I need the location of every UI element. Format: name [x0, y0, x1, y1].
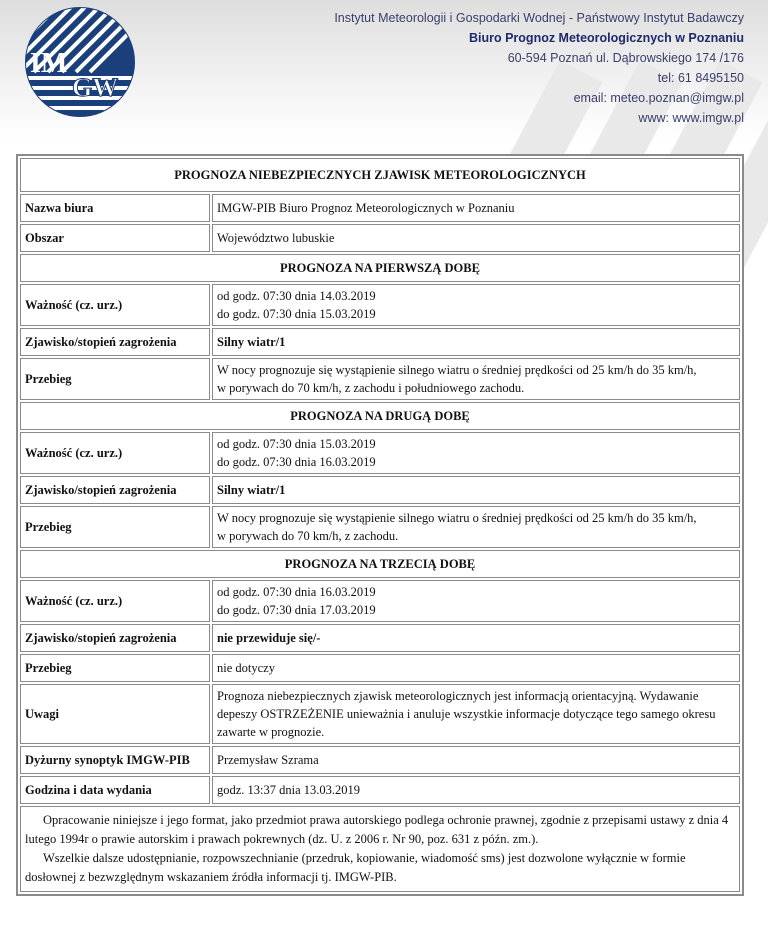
course-line: w porywach do 70 km/h, z zachodu i południowego zachodu. [217, 381, 525, 395]
day2-phenomenon-label: Zjawisko/stopień zagrożenia [20, 476, 210, 504]
area-label: Obszar [20, 224, 210, 252]
day1-phenomenon-value: Silny wiatr/1 [212, 328, 740, 356]
course-line: W nocy prognozuje się wystąpienie silnego wiatru o średniej prędkości od 25 km/h do 35 km/h, [217, 511, 697, 525]
office-name: Biuro Prognoz Meteorologicznych w Poznaniu [468, 31, 744, 45]
day1-validity-value [212, 284, 740, 326]
distribution-paragraph: Wszelkie dalsze udostępnianie, rozpowszechnianie (przedruk, kopiowanie, wiadomość sms) jest dozwolone wyłącznie w formie dosłownej z bezwzględnym wskazaniem źródła informacji tj. IMGW-PIB. [25, 851, 686, 884]
validity-to: do godz. 07:30 dnia 17.03.2019 [217, 603, 376, 617]
copyright-paragraph: Opracowanie niniejsze i jego format, jako przedmiot prawa autorskiego podlega ochronie prawnej, zgodnie z przepisami ustawy z dnia 4 lutego 1994r o prawie autorskim i prawach pokrewnych (dz. U. z 2006 r. Nr 90, poz. 631 z późn. zm.). [25, 813, 729, 846]
svg-text:IM: IM [30, 48, 68, 79]
document-title: PROGNOZA NIEBEZPIECZNYCH ZJAWISK METEOROLOGICZNYCH [20, 158, 740, 192]
remarks-value: Prognoza niebezpiecznych zjawisk meteorologicznych jest informacją orientacyjną. Wydawanie depeszy OSTRZEŻENIE unieważnia i anuluje wszystkie informacje dotyczące tego samego okresu zawarte w prognozie. [212, 684, 740, 744]
validity-from: od godz. 07:30 dnia 14.03.2019 [217, 289, 376, 303]
day2-validity-label: Ważność (cz. urz.) [20, 432, 210, 474]
svg-text:GW: GW [72, 73, 119, 102]
day1-heading: PROGNOZA NA PIERWSZĄ DOBĘ [20, 254, 740, 282]
day3-course-value: nie dotyczy [212, 654, 740, 682]
office-value: IMGW-PIB Biuro Prognoz Meteorologicznych w Poznaniu [212, 194, 740, 222]
day2-course-value [212, 506, 740, 548]
day3-heading: PROGNOZA NA TRZECIĄ DOBĘ [20, 550, 740, 578]
day2-heading: PROGNOZA NA DRUGĄ DOBĘ [20, 402, 740, 430]
day3-course-label: Przebieg [20, 654, 210, 682]
validity-to: do godz. 07:30 dnia 15.03.2019 [217, 307, 376, 321]
day1-course-label: Przebieg [20, 358, 210, 400]
email[interactable]: email: meteo.poznan@imgw.pl [573, 91, 744, 105]
day2-phenomenon-value: Silny wiatr/1 [212, 476, 740, 504]
forecaster-value: Przemysław Szrama [212, 746, 740, 774]
day3-validity-value [212, 580, 740, 622]
remarks-label: Uwagi [20, 684, 210, 744]
area-value: Województwo lubuskie [212, 224, 740, 252]
day1-phenomenon-label: Zjawisko/stopień zagrożenia [20, 328, 210, 356]
forecaster-label: Dyżurny synoptyk IMGW-PIB [20, 746, 210, 774]
course-line: W nocy prognozuje się wystąpienie silnego wiatru o średniej prędkości od 25 km/h do 35 km/h, [217, 363, 697, 377]
imgw-logo-icon [24, 6, 136, 118]
day1-validity-label: Ważność (cz. urz.) [20, 284, 210, 326]
validity-from: od godz. 07:30 dnia 15.03.2019 [217, 437, 376, 451]
day2-validity-value [212, 432, 740, 474]
day3-phenomenon-value: nie przewiduje się/- [212, 624, 740, 652]
validity-to: do godz. 07:30 dnia 16.03.2019 [217, 455, 376, 469]
website[interactable]: www: www.imgw.pl [638, 111, 744, 125]
address: 60-594 Poznań ul. Dąbrowskiego 174 /176 [507, 51, 744, 65]
institute-header [334, 8, 744, 128]
office-label: Nazwa biura [20, 194, 210, 222]
phone: tel: 61 8495150 [657, 71, 744, 85]
issued-label: Godzina i data wydania [20, 776, 210, 804]
issued-value: godz. 13:37 dnia 13.03.2019 [212, 776, 740, 804]
day1-course-value [212, 358, 740, 400]
day2-course-label: Przebieg [20, 506, 210, 548]
copyright-footer [20, 806, 740, 892]
course-line: w porywach do 70 km/h, z zachodu. [217, 529, 399, 543]
validity-from: od godz. 07:30 dnia 16.03.2019 [217, 585, 376, 599]
forecast-table [16, 154, 744, 896]
day3-validity-label: Ważność (cz. urz.) [20, 580, 210, 622]
institute-name: Instytut Meteorologii i Gospodarki Wodnej - Państwowy Instytut Badawczy [334, 11, 744, 25]
day3-phenomenon-label: Zjawisko/stopień zagrożenia [20, 624, 210, 652]
